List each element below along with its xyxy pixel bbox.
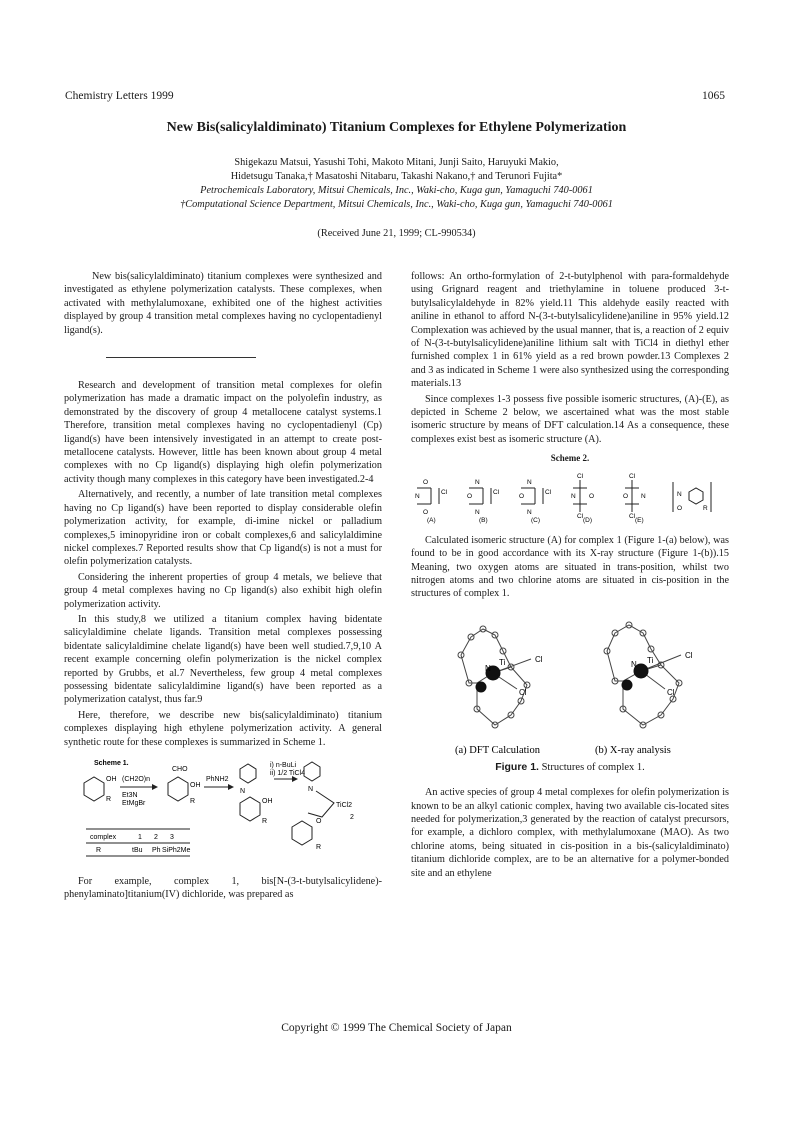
atom-cl: Cl [545,488,552,496]
reagent-triethylamine: Et3N [122,792,138,799]
table-cell-ph: Ph [152,847,161,854]
body-paragraph: Alternatively, and recently, a number of late transition metal complexes having no Cp ligand(s) have been reported to display considerable olefin polymerization activity, for example, di-imine nickel or palladium complexes,5 iminopyridine iron or cobalt complexes,6 and salicylaldimine nickel complexes.7 Reported results show that Cp ligand(s) is not a must for olefin polymerization catalysts. [64,489,382,568]
isomer-label-e: (E) [635,516,644,524]
oh-label-3: OH [262,798,273,805]
journal-name: Chemistry Letters 1999 [65,90,174,102]
dft-cl-label-2: Cl [519,687,527,697]
body-paragraph: An active species of group 4 metal complexes for olefin polymerization is known to be an alkyl cationic complex, having two available cis-located sites needed for polymerization,3 generated by the reaction of catalyst precursors, for example, a dichloro complex, with methylalumoxane (MAO). As two chlorine atoms, being situated in cis-position in a bis-(salicylaldiminato) titanium dichloride complex, are to be an alternative for a polymer-bonded site and an ethylene [411,787,729,879]
body-paragraph: Calculated isomeric structure (A) for complex 1 (Figure 1-(a) below), was found to be in good accordance with its X-ray structure (Figure 1-(b)).15 Meaning, two oxygen atoms are situated in trans-position, whilst two nitrogen atoms and two chlorine atoms are situated in cis-position in the structures of complex 1. [411,534,729,600]
right-column [411,270,729,882]
o-label: O [316,818,322,825]
oh-label: OH [106,776,117,783]
table-cell-r: R [96,847,102,854]
dft-cl-label-1: Cl [535,654,543,664]
arrowhead-icon [228,784,234,790]
scheme-2-label: Scheme 2. [550,453,590,464]
reagent-butyllithium: i) n-BuLi [270,762,297,769]
page-number: 1065 [702,90,725,102]
atom-o: O [423,478,429,486]
reagent-paraformaldehyde: (CH2O)n [122,776,151,783]
dft-structure-icon [458,626,531,728]
abstract: New bis(salicylaldiminato) titanium complexes were synthesized and investigated as ethylene polymerization catalysts. These complexes, when activated with methylalumoxane, exhibited one of the highest activities displayed by group 4 transition metal complexes having no cyclopentadienyl ligand(s). [64,271,382,336]
copyright-footer: Copyright © 1999 The Chemical Society of Japan [281,1022,512,1034]
isomer-e-icon [623,473,646,524]
table-header-complex: complex [90,834,117,841]
reagent-ticl4: ii) 1/2 TiCl4 [270,770,306,777]
body-paragraph: For example, complex 1, bis[N-(3-t-butylsalicylidene)-phenylaminato]titanium(IV) dichloride, was prepared as [64,876,382,901]
figure-1b-caption: (b) X-ray analysis [595,744,671,756]
subscript-2: 2 [350,814,354,821]
atom-n: N [677,490,682,498]
atom-n: N [571,492,576,500]
product-aryl-ring-icon [292,821,312,845]
n-label: N [240,788,246,795]
reagent-aniline: PhNH2 [206,776,229,783]
atom-cl: Cl [493,488,500,496]
xray-cl-label-2: Cl [667,687,675,697]
table-header-1: 1 [138,834,142,841]
affiliation-1: Petrochemicals Laboratory, Mitsui Chemicals, Inc., Waki-cho, Kuga gun, Yamaguchi 740-0061 [200,185,593,196]
body-paragraph: Since complexes 1-3 possess five possible isomeric structures, (A)-(E), as depicted in Scheme 2 below, we ascertained what was the most stable isomeric structure by means of DFT calculation.14 As a consequence, these complexes exist best as isomeric structure (A). [411,393,729,445]
imine-ring-icon [240,797,260,821]
body-paragraph: follows: An ortho-formylation of 2-t-butylphenol with para-formaldehyde using Grignard reagent and triethylamine in toluene produced 3-t-butylsalicylaldehyde in 82% yield.11 This aldehyde easily reacted with aniline in ethanol to afford N-(3-t-butylsalicylidene)aniline in 95% yield.12 Complexation was achieved by the usual manner, that is, a reaction of 2 equiv of N-(3-t-butylsalicylidene)aniline lithium salt with TiCl4 in diethyl ether furnished complex 1 in 61% yield as a red brown powder.13 Complexes 2 and 3 as indicated in Scheme 1 were also synthesized using the corresponding materials.13 [411,271,729,390]
atom-o: O [519,492,525,500]
abstract-divider [106,357,256,359]
table-cell-tbu: tBu [132,847,143,854]
r-label-2: R [190,798,196,805]
dft-n-label: N [485,663,491,673]
xray-structure-icon [604,622,682,728]
oh-label-2: OH [190,782,201,789]
atom-r: R [703,504,708,512]
ligand-key-icon [673,482,711,512]
isomer-c-icon [519,479,552,524]
atom-o: O [467,492,473,500]
atom-cl: Cl [577,472,584,480]
product-ticl2: TiCl2 [336,802,353,809]
scheme-1 [64,757,382,869]
xray-n-label: N [631,659,637,669]
aldehyde-ring-icon [168,777,188,801]
atom-o: O [589,492,595,500]
atom-cl: Cl [629,472,636,480]
atom-n: N [527,478,532,486]
left-column [64,270,382,904]
figure-1-caption [411,761,729,774]
received-date: (Received June 21, 1999; CL-990534) [317,228,476,239]
phenol-ring-icon [84,777,104,801]
body-paragraph: Here, therefore, we describe new bis(salicylaldiminato) titanium complexes displaying high ethylene polymerization activity. A general synthetic route for these complexes is summarized in Scheme 1. [64,709,382,748]
chelate-ring-icon [308,791,334,817]
dft-ti-label: Ti [499,657,506,667]
isomer-label-c: (C) [531,516,541,524]
cho-label: CHO [172,766,188,773]
atom-n: N [475,478,480,486]
paper-title: New Bis(salicylaldiminato) Titanium Complexes for Ethylene Polymerization [166,120,627,135]
atom-cl: Cl [441,488,448,496]
scheme-2 [411,470,729,524]
body-paragraph: In this study,8 we utilized a titanium complex having bidentate salicylaldimine chelate ligands. Transition metal complexes possessing bidentate salicylaldimine chelate ligand(s) have been well studied.7,9,10 A recent example concerning olefin polymerization is the nickel complex reported by Grubbs, et al.7 Nevertheless, few group 4 metal complexes possessing bidentate salicylaldimine ligand(s) have been reported as a polymerization catalyst, thus far.9 [64,613,382,706]
table-cell-siph2me: SiPh2Me [162,847,191,854]
atom-o: O [623,492,629,500]
atom-o: O [423,508,429,516]
isomer-label-a: (A) [427,516,436,524]
body-paragraph: Considering the inherent properties of group 4 metals, we believe that group 4 metal complexes having no Cp ligand(s) also exhibit high olefin polymerization activity. [64,571,382,610]
body-paragraph: Research and development of transition metal complexes for olefin polymerization has made a dramatic impact on the polyolefin industry, as demonstrated by the discovery of group 4 metallocene catalyst systems.1 Therefore, transition metal complexes having no cyclopentadienyl (Cp) ligand(s) have been intensively investigated in an attempt to create post-metallocene catalysts. However, little has been known about group 4 metal complexes with no Cp ligand(s) displaying high olefin polymerization activity though many complexes in this category have been investigated.2-4 [64,380,382,485]
figure-1-label: Figure 1. [495,760,539,773]
atom-n: N [527,508,532,516]
isomer-a-icon [415,479,448,524]
authors-line-1: Shigekazu Matsui, Yasushi Tohi, Makoto Mitani, Junji Saito, Haruyuki Makio, [234,157,559,168]
table-header-2: 2 [154,834,158,841]
r-label: R [106,796,112,803]
arrowhead-icon [152,784,158,790]
affiliation-2: †Computational Science Department, Mitsui Chemicals, Inc., Waki-cho, Kuga gun, Yamaguchi 740-0061 [180,199,613,210]
isomer-d-icon [571,473,594,524]
isomer-b-icon [467,479,500,524]
isomer-label-d: (D) [583,516,593,524]
xray-cl-label-1: Cl [685,650,693,660]
figure-1a-caption: (a) DFT Calculation [455,744,540,756]
authors-line-2: Hidetsugu Tanaka,† Masatoshi Nitabaru, Takashi Nakano,† and Terunori Fujita* [230,171,563,182]
table-header-3: 3 [170,834,174,841]
figure-1 [411,607,729,774]
atom-n: N [475,508,480,516]
n-label-2: N [308,786,314,793]
xray-ti-label: Ti [647,655,654,665]
figure-1-caption-text: Structures of complex 1. [541,761,645,773]
atom-o: O [677,504,683,512]
scheme-1-label: Scheme 1. [94,760,129,767]
r-label-4: R [316,844,322,851]
isomer-label-b: (B) [479,516,488,524]
reagent-grignard: EtMgBr [122,800,146,807]
product-phenyl-ring-icon [304,762,320,781]
atom-cl: Cl [577,512,584,520]
r-label-3: R [262,818,268,825]
atom-cl: Cl [629,512,636,520]
atom-n: N [415,492,420,500]
atom-n: N [641,492,646,500]
phenyl-ring-icon [240,764,256,783]
